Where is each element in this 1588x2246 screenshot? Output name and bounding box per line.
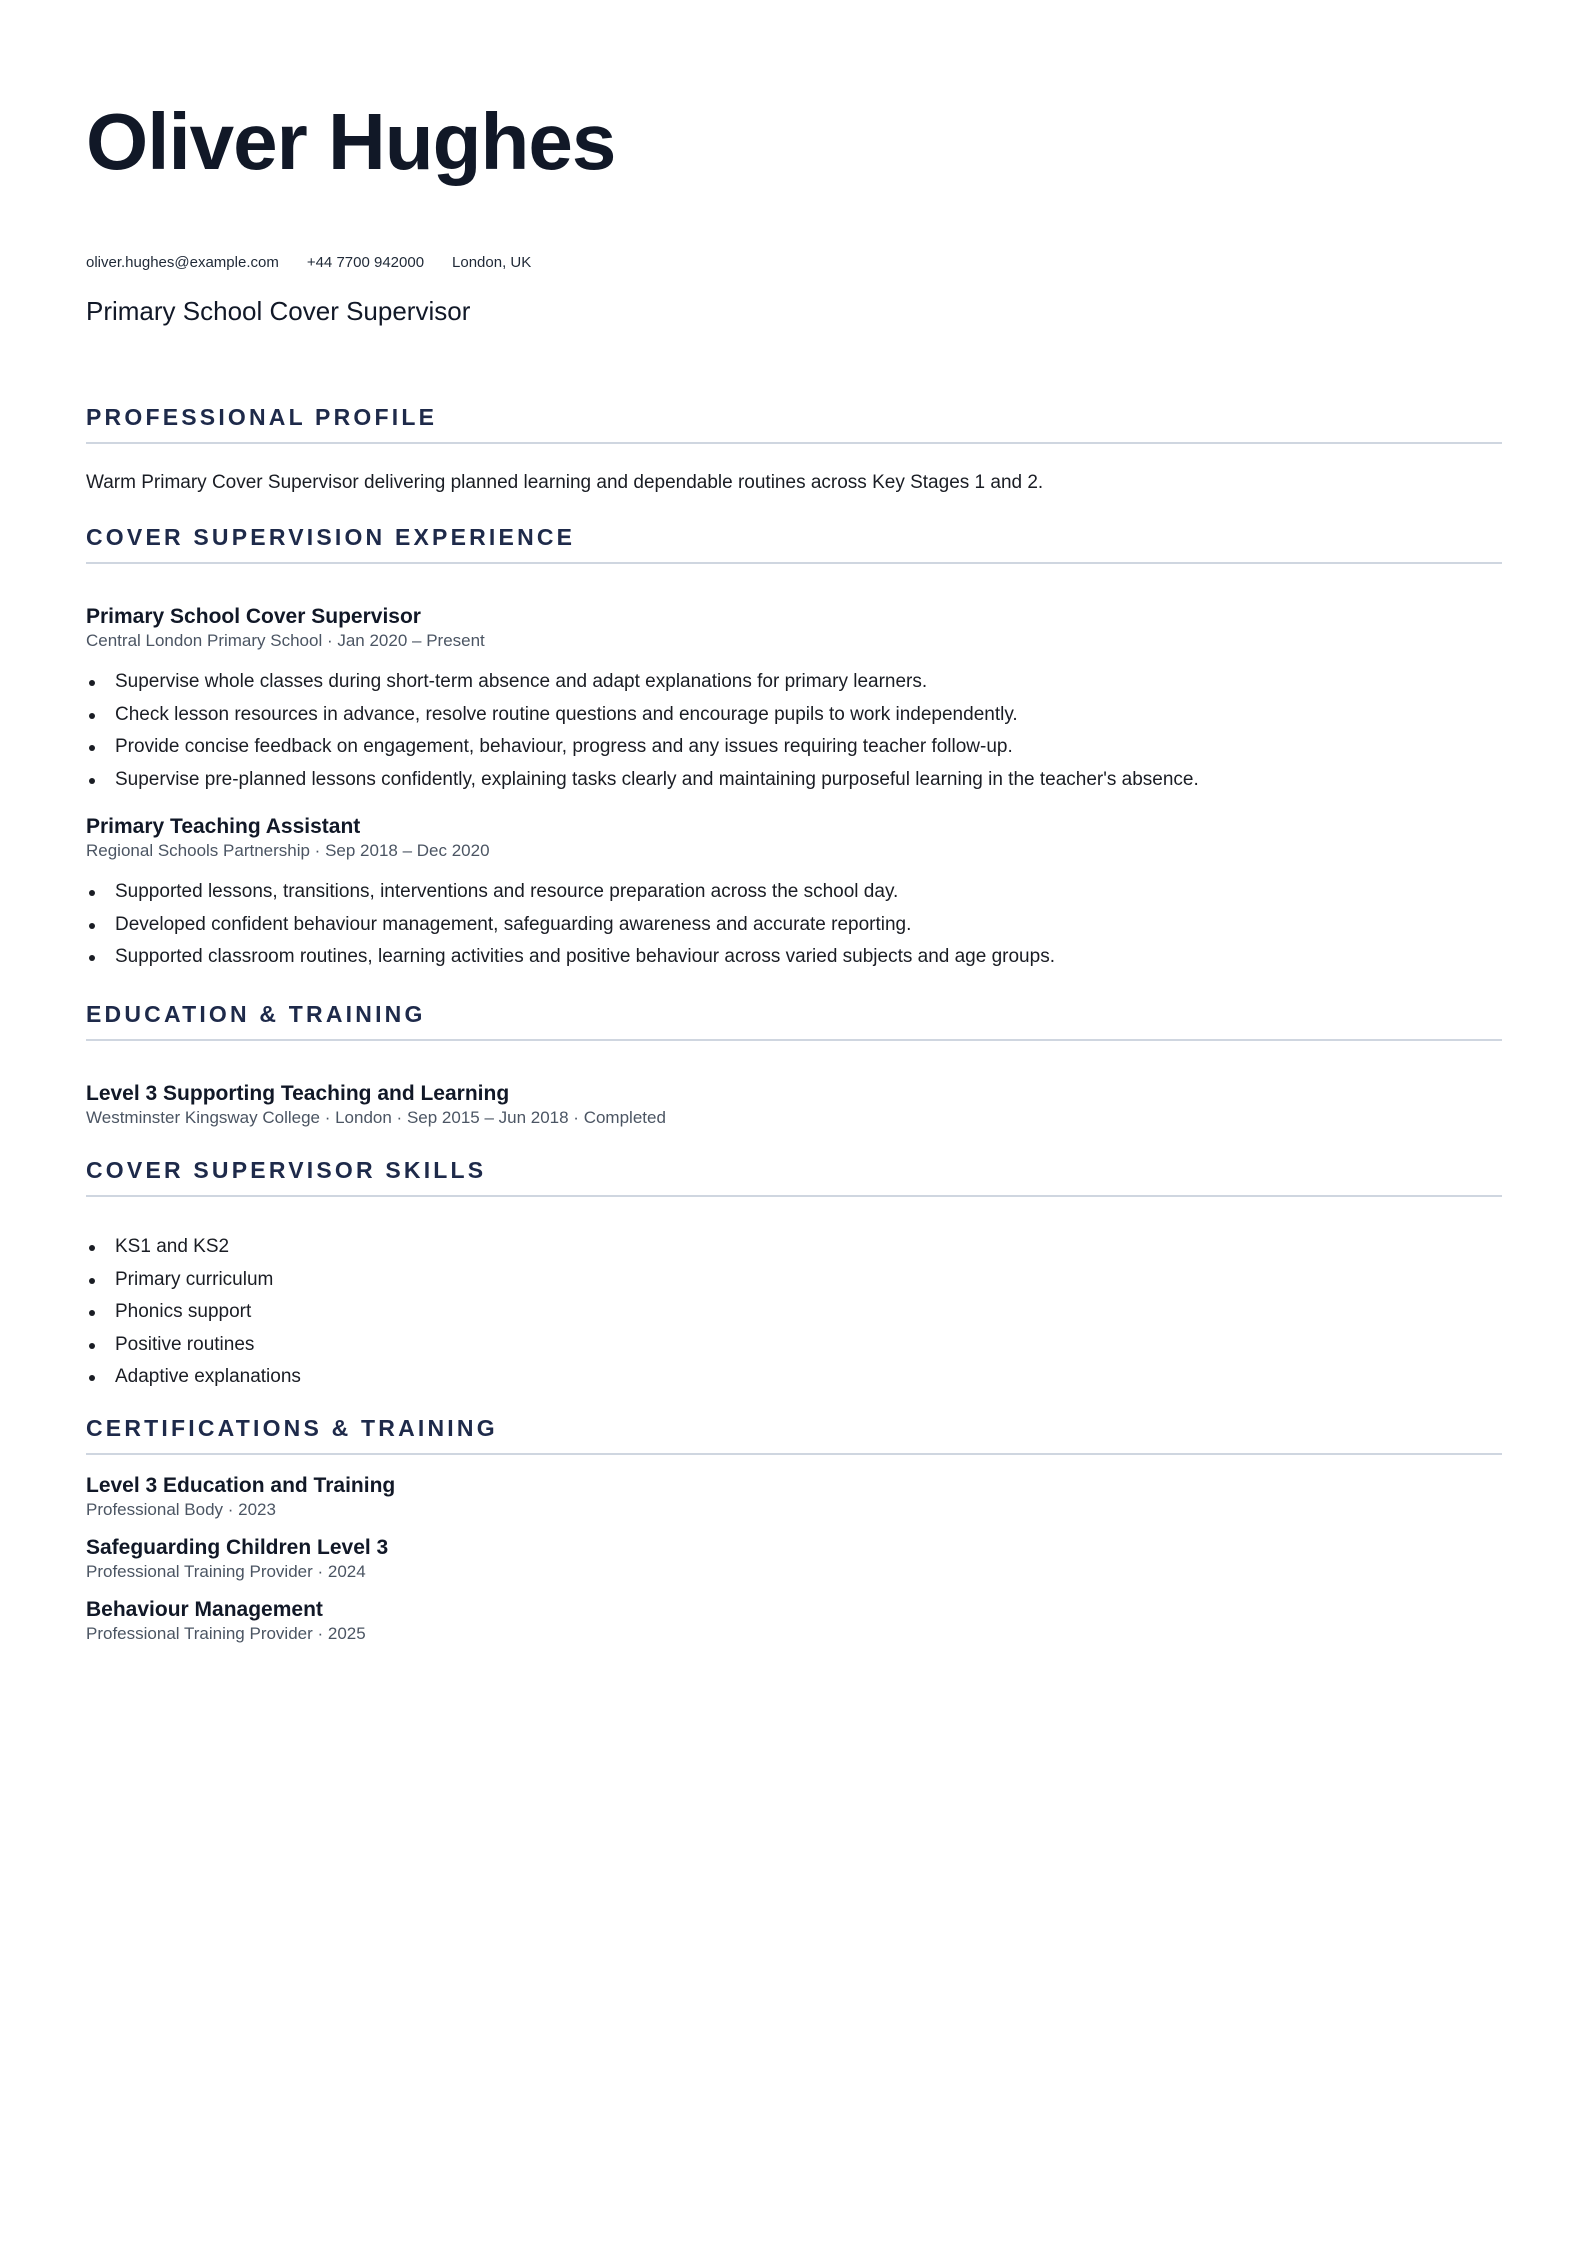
list-item: Provide concise feedback on engagement, behaviour, progress and any issues requiring teacher follow-up. <box>86 731 1502 764</box>
section-divider <box>86 1195 1502 1197</box>
list-item: Primary curriculum <box>86 1264 1502 1297</box>
certification-meta: Professional Body · 2023 <box>86 1500 276 1519</box>
certification-entry <box>86 1473 1502 1521</box>
profile-summary: Warm Primary Cover Supervisor delivering planned learning and dependable routines across Key Stages 1 and 2. <box>86 472 1044 493</box>
section-heading: PROFESSIONAL PROFILE <box>86 404 438 430</box>
list-item: Check lesson resources in advance, resolve routine questions and encourage pupils to work independently. <box>86 699 1502 732</box>
education-title: Level 3 Supporting Teaching and Learning <box>86 1082 510 1105</box>
list-item: Supported classroom routines, learning activities and positive behaviour across varied subjects and age groups. <box>86 941 1502 974</box>
list-item: Adaptive explanations <box>86 1361 1502 1394</box>
section-divider <box>86 1039 1502 1041</box>
candidate-title: Primary School Cover Supervisor <box>86 296 471 326</box>
list-item: Positive routines <box>86 1329 1502 1362</box>
contact-info <box>86 253 531 273</box>
certification-title: Behaviour Management <box>86 1598 323 1621</box>
section-divider <box>86 1453 1502 1455</box>
education-entry <box>86 1081 1502 1129</box>
certification-title: Safeguarding Children Level 3 <box>86 1536 389 1559</box>
contact-email[interactable]: oliver.hughes@example.com <box>86 254 279 271</box>
job-entry <box>86 814 1502 974</box>
profile-section <box>86 402 1502 496</box>
list-item: KS1 and KS2 <box>86 1231 1502 1264</box>
job-title: Primary School Cover Supervisor <box>86 605 421 628</box>
list-item: Supported lessons, transitions, interventions and resource preparation across the school day. <box>86 876 1502 909</box>
certifications-section <box>86 1413 1502 1645</box>
education-meta: Westminster Kingsway College · London · Sep 2015 – Jun 2018 · Completed <box>86 1108 666 1127</box>
certification-title: Level 3 Education and Training <box>86 1474 396 1497</box>
section-heading: COVER SUPERVISOR SKILLS <box>86 1157 487 1183</box>
section-divider <box>86 562 1502 564</box>
job-meta: Regional Schools Partnership · Sep 2018 – Dec 2020 <box>86 841 490 860</box>
education-section <box>86 999 1502 1129</box>
skills-list <box>86 1231 1502 1394</box>
section-heading: COVER SUPERVISION EXPERIENCE <box>86 524 576 550</box>
section-heading: EDUCATION & TRAINING <box>86 1001 426 1027</box>
job-entry <box>86 604 1502 796</box>
section-divider <box>86 442 1502 444</box>
list-item: Phonics support <box>86 1296 1502 1329</box>
job-bullets <box>86 876 1502 974</box>
job-meta: Central London Primary School · Jan 2020 – Present <box>86 631 485 650</box>
contact-phone[interactable]: +44 7700 942000 <box>306 254 425 271</box>
list-item: Supervise whole classes during short-term absence and adapt explanations for primary learners. <box>86 666 1502 699</box>
candidate-name: Oliver Hughes <box>86 97 616 186</box>
list-item: Supervise pre-planned lessons confidently, explaining tasks clearly and maintaining purposeful learning in the teacher's absence. <box>86 764 1502 797</box>
list-item: Developed confident behaviour management, safeguarding awareness and accurate reporting. <box>86 909 1502 942</box>
skills-section <box>86 1155 1502 1394</box>
job-title: Primary Teaching Assistant <box>86 815 361 838</box>
certification-meta: Professional Training Provider · 2024 <box>86 1562 366 1581</box>
section-heading: CERTIFICATIONS & TRAINING <box>86 1415 498 1441</box>
job-bullets <box>86 666 1502 796</box>
certification-meta: Professional Training Provider · 2025 <box>86 1624 366 1643</box>
contact-location: London, UK <box>452 254 532 271</box>
experience-section <box>86 522 1502 974</box>
certification-entry <box>86 1535 1502 1583</box>
certification-entry <box>86 1597 1502 1645</box>
